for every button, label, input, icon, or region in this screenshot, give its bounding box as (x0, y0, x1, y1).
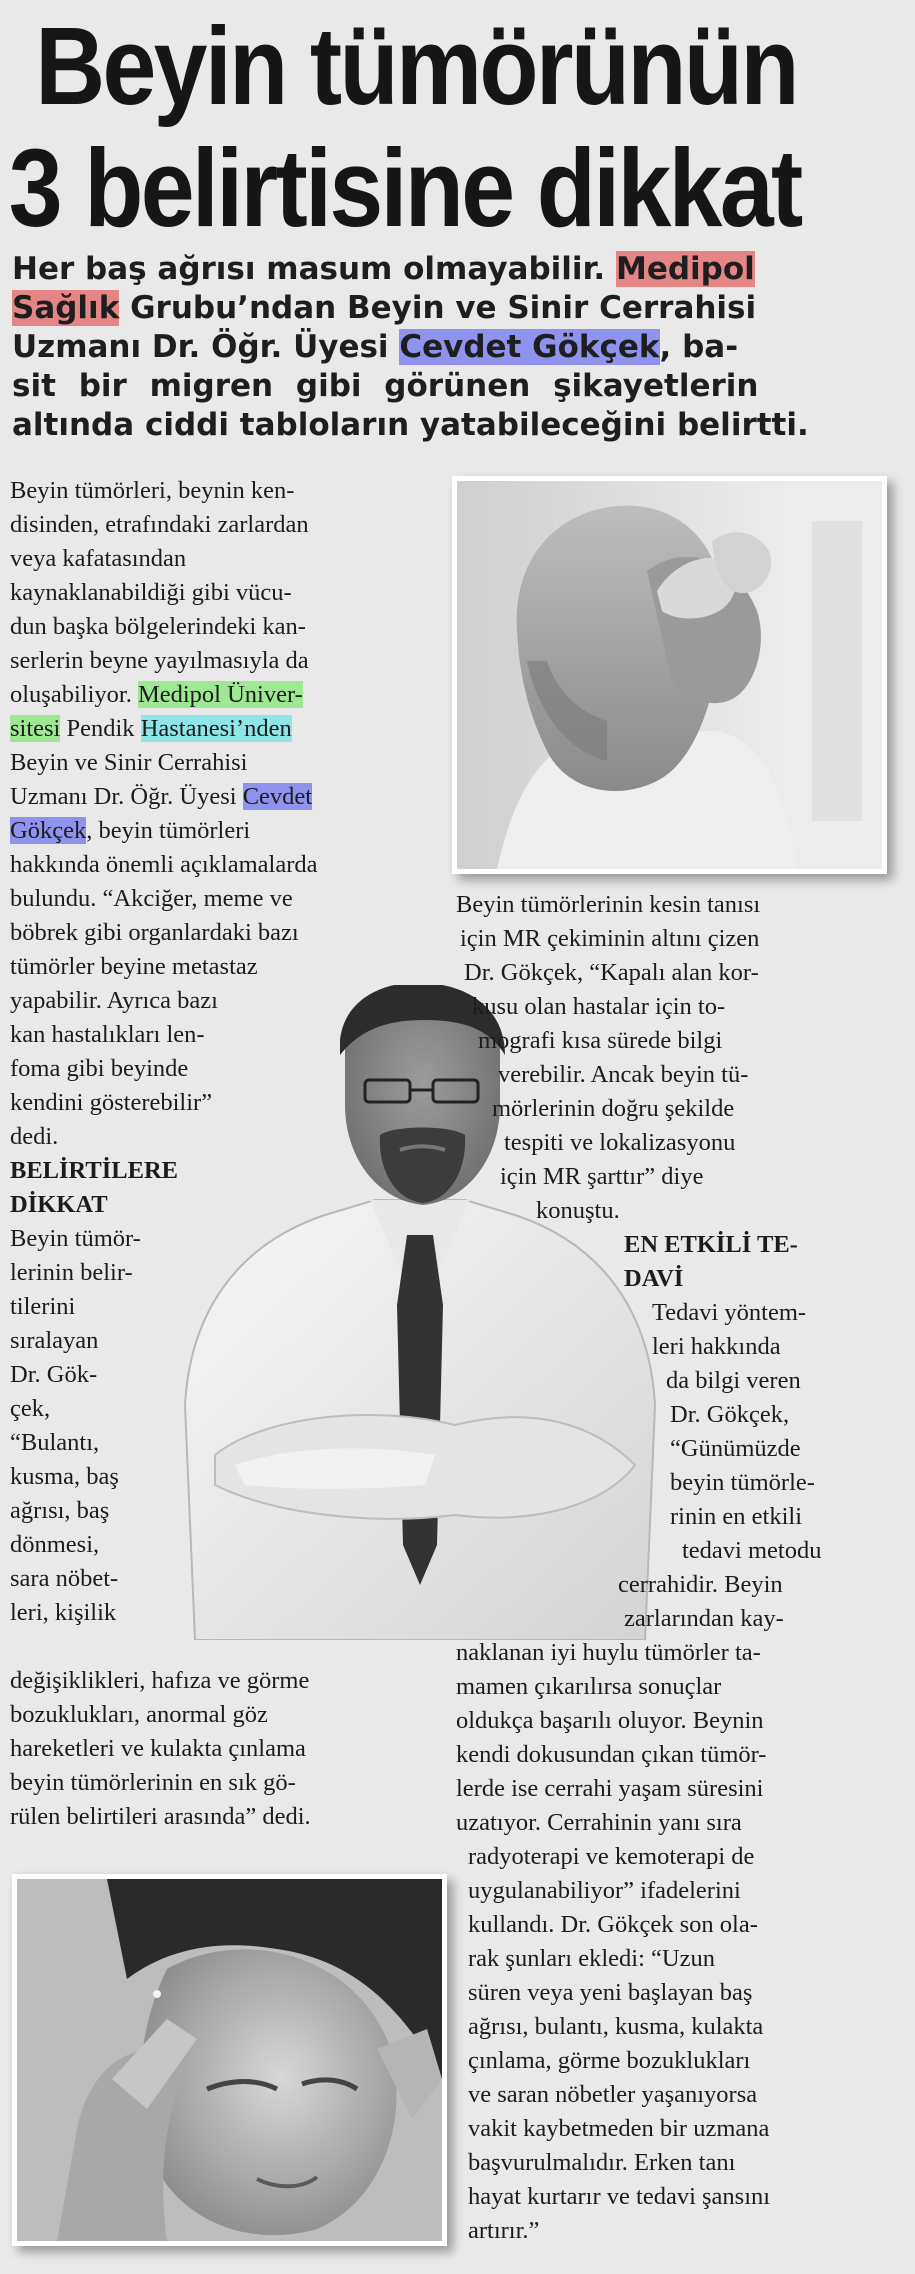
body-line: Dr. Gök- (10, 1361, 98, 1388)
deck-text: Her baş ağrısı masum olmayabilir. (12, 251, 616, 287)
photo-woman-headache-bottom-image (17, 1879, 442, 2241)
body-line: kendi dokusundan çıkan tümör- (456, 1741, 767, 1768)
deck-line: altında ciddi tabloların yatabileceğini belirtti. (12, 407, 809, 443)
body-line: artırır.” (468, 2217, 540, 2244)
body-line: konuştu. (536, 1197, 620, 1224)
body-line (10, 712, 317, 746)
body-line: uzatıyor. Cerrahinin yanı sıra (456, 1809, 742, 1836)
body-line: Beyin tümörlerinin kesin tanısı (456, 891, 761, 918)
body-line: hareketleri ve kulakta çınlama (10, 1735, 306, 1762)
body-line: bulundu. “Akciğer, meme ve (10, 885, 293, 912)
body-line: zarlarından kay- (624, 1605, 784, 1632)
body-line: kaynaklanabildiği gibi vücu- (10, 579, 292, 606)
body-line: yapabilir. Ayrıca bazı (10, 987, 218, 1014)
article-column-right (456, 888, 821, 2248)
body-line: radyoterapi ve kemoterapi de (468, 1843, 755, 1870)
body-line: lerde ise cerrahi yaşam süresini (456, 1775, 764, 1802)
body-line: süren veya yeni başlayan baş (468, 1979, 753, 2006)
body-line: hayat kurtarır ve tedavi şansını (468, 2183, 771, 2210)
highlight-medipol-universitesi: Medipol Üniver- (137, 681, 303, 708)
body-line: kusu olan hastalar için to- (472, 993, 726, 1020)
highlight-hastanesi: Hastanesi’nden (140, 715, 292, 742)
body-line: kan hastalıkları len- (10, 1021, 205, 1048)
body-line: Dr. Gökçek, (670, 1401, 790, 1428)
body-line: Beyin tümörleri, beynin ken- (10, 477, 295, 504)
deck-line (12, 328, 892, 367)
body-line: beyin tümörle- (670, 1469, 815, 1496)
body-line: tespiti ve lokalizasyonu (504, 1129, 736, 1156)
body-line: ağrısı, bulantı, kusma, kulakta (468, 2013, 764, 2040)
subheading-en-etkili-tedavi: EN ETKİLİ TE- (624, 1231, 798, 1258)
body-line: mamen çıkarılırsa sonuçlar (456, 1673, 722, 1700)
body-line: ağrısı, baş (10, 1497, 110, 1524)
body-line (10, 678, 317, 712)
body-line: için MR çekiminin altını çizen (460, 925, 760, 952)
body-line: dun başka bölgelerindeki kan- (10, 613, 306, 640)
body-line: “Bulantı, (10, 1429, 100, 1456)
body-line: dönmesi, (10, 1531, 100, 1558)
body-line: ve saran nöbetler yaşanıyorsa (468, 2081, 758, 2108)
body-text: , beyin tümörleri (86, 817, 251, 844)
body-line (10, 814, 317, 848)
highlight-medipol: Medipol (615, 251, 755, 287)
body-line: böbrek gibi organlardaki bazı (10, 919, 299, 946)
body-line: Dr. Gökçek, “Kapalı alan kor- (464, 959, 759, 986)
body-line: lerinin belir- (10, 1259, 133, 1286)
body-text: Pendik (60, 715, 141, 742)
body-line: leri hakkında (652, 1333, 781, 1360)
body-line: vakit kaybetmeden bir uzmana (468, 2115, 770, 2142)
body-line: serlerin beyne yayılmasıyla da (10, 647, 309, 674)
subheading-belirtilere-dikkat: BELİRTİLERE (10, 1157, 178, 1184)
body-line: kullandı. Dr. Gökçek son ola- (468, 1911, 758, 1938)
body-line: başvurulmalıdır. Erken tanı (468, 2149, 736, 2176)
body-line: leri, kişilik (10, 1599, 117, 1626)
body-line: bozuklukları, anormal göz (10, 1701, 268, 1728)
body-line: tümörler beyine metastaz (10, 953, 258, 980)
deck-summary (12, 250, 892, 445)
highlight-gokcek: Gökçek (10, 817, 87, 844)
body-line: hakkında önemli açıklamalarda (10, 851, 318, 878)
article-column-left (10, 474, 317, 1834)
subheading-belirtilere-dikkat-2: DİKKAT (10, 1191, 108, 1218)
deck-line (12, 250, 892, 289)
body-line: tedavi metodu (682, 1537, 822, 1564)
body-line (10, 780, 317, 814)
body-spacer (10, 1630, 317, 1664)
body-text: Uzmanı Dr. Öğr. Üyesi (10, 783, 243, 810)
photo-woman-headache-top-image (457, 481, 882, 869)
body-line: tilerini (10, 1293, 76, 1320)
body-line: Beyin tümör- (10, 1225, 141, 1252)
body-line: rinin en etkili (670, 1503, 802, 1530)
highlight-cevdet: Cevdet (242, 783, 313, 810)
body-line: naklanan iyi huylu tümörler ta- (456, 1639, 761, 1666)
body-text: oluşabiliyor. (10, 681, 138, 708)
deck-line: sit bir migren gibi görünen şikayetlerin (12, 368, 759, 404)
body-line: sara nöbet- (10, 1565, 119, 1592)
body-line: veya kafatasından (10, 545, 187, 572)
body-line: mörlerinin doğru şekilde (492, 1095, 735, 1122)
photo-woman-headache-top (452, 476, 887, 874)
body-line: oldukça başarılı oluyor. Beynin (456, 1707, 764, 1734)
body-line: kendini gösterebilir” (10, 1089, 213, 1116)
body-line: çınlama, görme bozuklukları (468, 2047, 751, 2074)
body-line: foma gibi beyinde (10, 1055, 189, 1082)
body-line: cerrahidir. Beyin (618, 1571, 783, 1598)
body-line: çek, (10, 1395, 51, 1422)
headline (0, 6, 805, 250)
body-line: rak şunları ekledi: “Uzun (468, 1945, 715, 1972)
body-line: değişiklikleri, hafıza ve görme (10, 1667, 310, 1694)
deck-text: Uzmanı Dr. Öğr. Üyesi (12, 329, 400, 365)
body-line: disinden, etrafındaki zarlardan (10, 511, 309, 538)
body-line: verebilir. Ancak beyin tü- (498, 1061, 749, 1088)
deck-text: , ba- (659, 329, 739, 365)
deck-text: Grubu’ndan Beyin ve Sinir Cerrahisi (119, 290, 757, 326)
body-line: beyin tümörlerinin en sık gö- (10, 1769, 296, 1796)
body-line: dedi. (10, 1123, 59, 1150)
body-line: kusma, baş (10, 1463, 119, 1490)
body-line: sıralayan (10, 1327, 99, 1354)
body-line: da bilgi veren (666, 1367, 801, 1394)
body-line: rülen belirtileri arasında” dedi. (10, 1803, 311, 1830)
headline-line-1: Beyin tümörünün (35, 5, 797, 128)
deck-line (12, 289, 892, 328)
headline-line-2: 3 belirtisine dikkat (8, 127, 801, 250)
highlight-saglik: Sağlık (12, 290, 120, 326)
photo-woman-headache-bottom (12, 1874, 447, 2246)
highlight-sitesi: sitesi (10, 715, 61, 742)
body-line: mografi kısa sürede bilgi (478, 1027, 723, 1054)
body-line: Beyin ve Sinir Cerrahisi (10, 749, 248, 776)
body-line: uygulanabiliyor” ifadelerini (468, 1877, 741, 1904)
highlight-doctor-name: Cevdet Gökçek (399, 329, 660, 365)
body-line: “Günümüzde (670, 1435, 801, 1462)
subheading-en-etkili-tedavi-2: DAVİ (624, 1265, 684, 1292)
body-line: Tedavi yöntem- (652, 1299, 807, 1326)
body-line: için MR şarttır” diye (500, 1163, 704, 1190)
